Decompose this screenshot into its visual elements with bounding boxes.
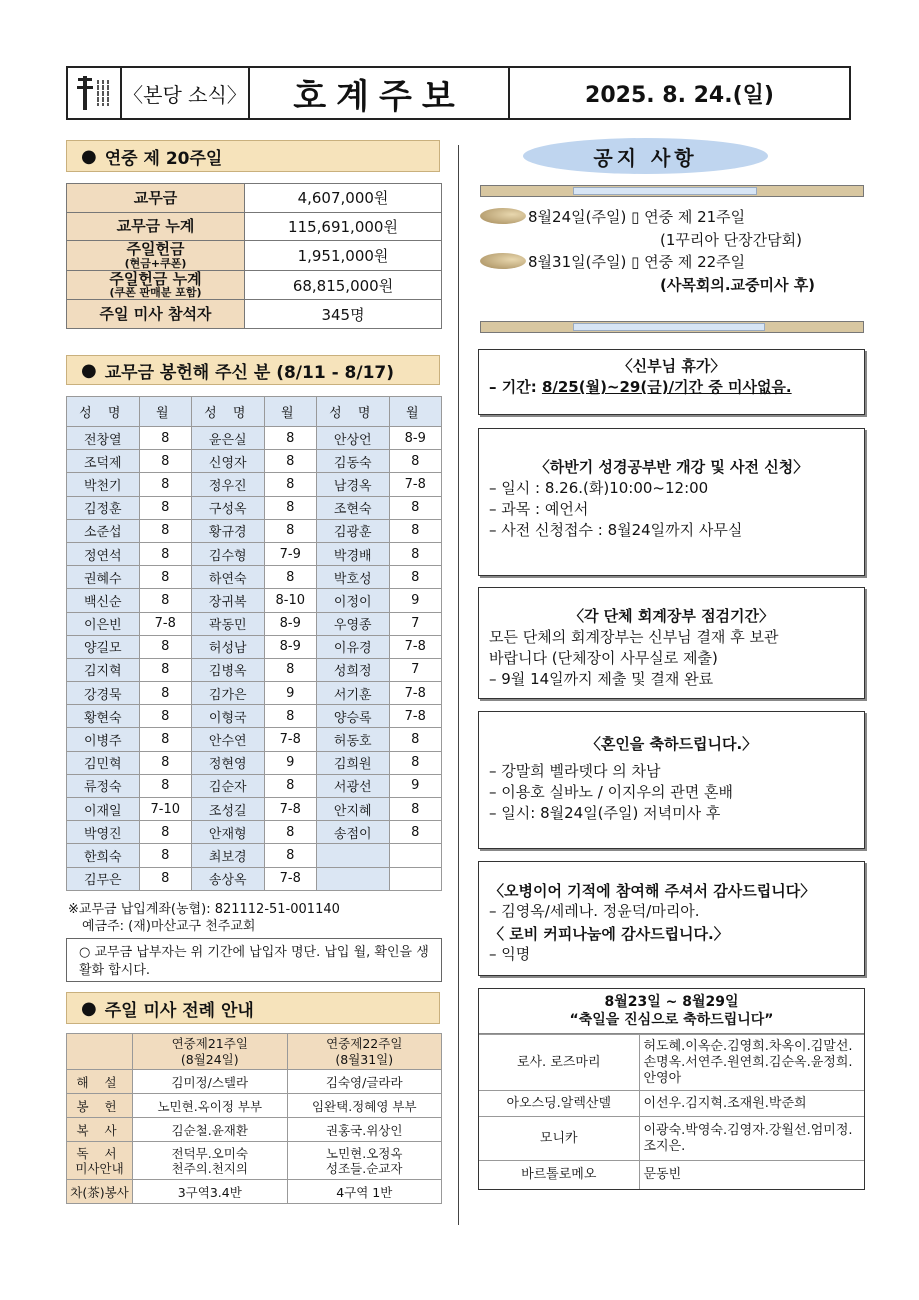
feast-names: 이광숙.박영숙.김영자.강월선.엄미정.조지은. bbox=[639, 1117, 864, 1161]
donor-name: 조덕제 bbox=[67, 450, 140, 473]
donor-months: 7-8 bbox=[139, 612, 191, 635]
donor-months: 8 bbox=[389, 751, 441, 774]
liturgy-assign-b: 김숙영/글라라 bbox=[287, 1070, 442, 1094]
wedding-line: – 강말희 벨라뎃다 의 차남 bbox=[489, 762, 661, 780]
donor-months: 7-8 bbox=[389, 473, 441, 496]
feast-dates: 8월23일 ~ 8월29일 bbox=[604, 994, 739, 1010]
donor-name: 황현숙 bbox=[67, 705, 140, 728]
feast-header bbox=[479, 989, 864, 1034]
donor-months: 8 bbox=[139, 728, 191, 751]
finance-label bbox=[67, 184, 245, 213]
church-logo bbox=[68, 68, 122, 118]
donor-name: 서기훈 bbox=[316, 682, 389, 705]
reader-a2: 천주의.천지의 bbox=[171, 1160, 248, 1176]
finance-row bbox=[67, 241, 442, 271]
donor-name: 정연석 bbox=[67, 542, 140, 565]
wedding-box bbox=[478, 711, 865, 849]
feast-saint: 바르톨로메오 bbox=[479, 1161, 639, 1189]
donor-months: 8 bbox=[139, 473, 191, 496]
donor-months: 7-8 bbox=[264, 728, 316, 751]
donor-months: 8 bbox=[264, 658, 316, 681]
liturgy-assign-b bbox=[287, 1142, 442, 1180]
donor-name: 박호성 bbox=[316, 566, 389, 589]
liturgy-role: 봉 헌 bbox=[67, 1094, 133, 1118]
donor-name: 김희원 bbox=[316, 751, 389, 774]
schedule-item bbox=[480, 251, 815, 274]
donor-months: 8 bbox=[139, 774, 191, 797]
donor-row bbox=[67, 542, 442, 565]
donor-months: 8 bbox=[139, 519, 191, 542]
donor-name: 박영진 bbox=[67, 821, 140, 844]
donor-name-header: 성 명 bbox=[191, 397, 264, 427]
finance-label-text: 교무금 누계 bbox=[116, 217, 195, 236]
donor-name: 구성옥 bbox=[191, 496, 264, 519]
liturgy-corner bbox=[67, 1034, 133, 1070]
donor-name: 권혜수 bbox=[67, 566, 140, 589]
donor-months: 9 bbox=[264, 682, 316, 705]
bulletin-date: 2025. 8. 24.(일) bbox=[585, 82, 774, 108]
donor-months: 8 bbox=[139, 867, 191, 890]
donor-header-row bbox=[67, 397, 442, 427]
reader-b2: 성조들.순교자 bbox=[326, 1160, 403, 1176]
donor-months: 8 bbox=[389, 728, 441, 751]
donor-row bbox=[67, 473, 442, 496]
ledger-title: 〈각 단체 회계장부 점검기간〉 bbox=[568, 607, 775, 625]
donor-months: 8 bbox=[264, 774, 316, 797]
liturgy-assign-a: 김순철.윤재환 bbox=[133, 1118, 288, 1142]
donor-name: 정우진 bbox=[191, 473, 264, 496]
donor-row bbox=[67, 867, 442, 890]
donor-row bbox=[67, 635, 442, 658]
donor-months: 8 bbox=[389, 519, 441, 542]
thanks-title: 〈오병이어 기적에 참여해 주셔서 감사드립니다〉 bbox=[489, 882, 816, 900]
donor-name: 김민혁 bbox=[67, 751, 140, 774]
donor-row bbox=[67, 612, 442, 635]
schedule-item bbox=[480, 206, 815, 229]
donor-name: 김지혁 bbox=[67, 658, 140, 681]
donor-months: 8 bbox=[139, 751, 191, 774]
donor-months: 8 bbox=[389, 821, 441, 844]
ledger-line: 모든 단체의 회계장부는 신부님 결재 후 보관 bbox=[489, 628, 779, 646]
donor-months: 7 bbox=[389, 612, 441, 635]
donor-name: 송점이 bbox=[316, 821, 389, 844]
ledger-line: – 9월 14일까지 제출 및 결재 완료 bbox=[489, 670, 714, 688]
donor-name: 이병주 bbox=[67, 728, 140, 751]
liturgy-table bbox=[66, 1033, 442, 1204]
finance-row bbox=[67, 300, 442, 329]
finance-label bbox=[67, 270, 245, 300]
donor-name: 서광선 bbox=[316, 774, 389, 797]
donor-row bbox=[67, 566, 442, 589]
donor-name: 김순자 bbox=[191, 774, 264, 797]
finance-label bbox=[67, 300, 245, 329]
donor-months: 7-10 bbox=[139, 798, 191, 821]
donor-name: 강경묵 bbox=[67, 682, 140, 705]
wedding-line: – 일시: 8월24일(주일) 저녁미사 후 bbox=[489, 804, 721, 822]
donor-name: 김수형 bbox=[191, 542, 264, 565]
donor-months: 8 bbox=[264, 705, 316, 728]
reader-a1: 전덕무.오미숙 bbox=[171, 1145, 248, 1161]
bullet-icon: ● bbox=[81, 359, 97, 381]
thanks-title: 〈 로비 커피나눔에 감사드립니다.〉 bbox=[489, 925, 729, 943]
bible-line: – 일시 : 8.26.(화)10:00~12:00 bbox=[489, 479, 709, 497]
finance-value: 1,951,000원 bbox=[245, 241, 442, 271]
donor-row bbox=[67, 705, 442, 728]
donor-name: 백신순 bbox=[67, 589, 140, 612]
donor-months: 8 bbox=[264, 519, 316, 542]
ledger-box bbox=[478, 587, 865, 699]
feast-names: 허도혜.이옥순.김영희.차옥이.김말선.손명옥.서연주.원연희.김순옥.윤정희.안영아 bbox=[639, 1035, 864, 1091]
guide-role: 미사안내 bbox=[75, 1160, 124, 1176]
schedule-sub: (1꾸리아 단장간담회) bbox=[660, 230, 802, 249]
wedding-title: 〈혼인을 축하드립니다.〉 bbox=[585, 735, 758, 753]
donor-note bbox=[66, 938, 442, 982]
feast-box bbox=[478, 988, 865, 1190]
donor-months: 8 bbox=[139, 542, 191, 565]
decorative-rule bbox=[480, 185, 864, 197]
donor-months bbox=[389, 867, 441, 890]
liturgy-role: 해 설 bbox=[67, 1070, 133, 1094]
donor-months: 8 bbox=[264, 450, 316, 473]
liturgy-role: 복 사 bbox=[67, 1118, 133, 1142]
liturgy-row bbox=[67, 1070, 442, 1094]
feast-row bbox=[479, 1161, 864, 1189]
donor-name: 최보경 bbox=[191, 844, 264, 867]
donor-months: 8 bbox=[264, 566, 316, 589]
donor-name: 김동숙 bbox=[316, 450, 389, 473]
donor-row bbox=[67, 821, 442, 844]
circle-bullet-icon: ○ bbox=[79, 945, 91, 960]
liturgy-row bbox=[67, 1118, 442, 1142]
finance-label-sub: (쿠폰 판매분 포함) bbox=[109, 286, 202, 300]
donor-name bbox=[316, 867, 389, 890]
donor-months: 7-8 bbox=[264, 867, 316, 890]
donor-note-text: 교무금 납부자는 위 기간에 납입자 명단. 납입 월, 확인을 생활화 합시다. bbox=[79, 945, 429, 979]
liturgy-col2-title: 연중제22주일 bbox=[326, 1035, 403, 1051]
week-section-bar bbox=[66, 140, 440, 172]
account-number: ※교무금 납입계좌(농협): 821112-51-001140 bbox=[68, 902, 340, 917]
donor-name: 전창열 bbox=[67, 427, 140, 450]
donor-months: 8 bbox=[389, 450, 441, 473]
liturgy-col1-head bbox=[133, 1034, 288, 1070]
donor-name: 이재일 bbox=[67, 798, 140, 821]
donor-months: 8 bbox=[389, 798, 441, 821]
finance-label-sub: (현금+쿠폰) bbox=[124, 256, 187, 270]
finance-label-text: 주일 미사 참석자 bbox=[99, 304, 212, 323]
donor-row bbox=[67, 589, 442, 612]
donor-months: 8-9 bbox=[264, 635, 316, 658]
donor-months bbox=[389, 844, 441, 867]
liturgy-row bbox=[67, 1094, 442, 1118]
bulletin-header bbox=[66, 66, 851, 120]
decorative-rule bbox=[480, 321, 864, 333]
donor-months: 8 bbox=[139, 821, 191, 844]
finance-value: 68,815,000원 bbox=[245, 270, 442, 300]
donor-months: 8 bbox=[139, 658, 191, 681]
donor-months: 8-9 bbox=[389, 427, 441, 450]
feast-saint: 모니카 bbox=[479, 1117, 639, 1161]
account-info bbox=[68, 902, 340, 936]
liturgy-col2-head bbox=[287, 1034, 442, 1070]
donor-name: 하연숙 bbox=[191, 566, 264, 589]
feast-saint: 아오스딩.알렉산델 bbox=[479, 1091, 639, 1117]
finance-row bbox=[67, 270, 442, 300]
donor-months: 8-10 bbox=[264, 589, 316, 612]
bulletin-title: 호계주보 bbox=[250, 68, 510, 118]
donor-name: 곽동민 bbox=[191, 612, 264, 635]
finance-label bbox=[67, 212, 245, 241]
donor-months: 8 bbox=[139, 566, 191, 589]
donor-name: 한희숙 bbox=[67, 844, 140, 867]
column-divider bbox=[458, 145, 459, 1225]
vacation-period: 8/25(월)~29(금)/기간 중 미사없음. bbox=[541, 378, 792, 396]
decorative-rule-center bbox=[573, 323, 765, 331]
vacation-box bbox=[478, 349, 865, 415]
wedding-line: – 이용호 실바노 / 이지우의 관면 혼배 bbox=[489, 783, 734, 801]
liturgy-assign-a: 노민현.옥이정 부부 bbox=[133, 1094, 288, 1118]
donor-name: 안상언 bbox=[316, 427, 389, 450]
schedule-list bbox=[480, 206, 815, 296]
donor-name bbox=[316, 844, 389, 867]
schedule-text: 8월24일(주일) ▯ 연중 제 21주일 bbox=[528, 208, 746, 226]
donor-row bbox=[67, 774, 442, 797]
donor-name: 김병옥 bbox=[191, 658, 264, 681]
liturgy-row bbox=[67, 1180, 442, 1204]
liturgy-assign-a bbox=[133, 1142, 288, 1180]
donor-row bbox=[67, 682, 442, 705]
liturgy-role: 차(茶)봉사 bbox=[67, 1180, 133, 1204]
finance-row bbox=[67, 212, 442, 241]
liturgy-section-bar bbox=[66, 992, 440, 1024]
donor-months: 8 bbox=[389, 542, 441, 565]
donor-row bbox=[67, 496, 442, 519]
feast-saint: 로사. 로즈마리 bbox=[479, 1035, 639, 1091]
donor-name: 안수연 bbox=[191, 728, 264, 751]
donor-row bbox=[67, 658, 442, 681]
liturgy-assign-a: 김미정/스텔라 bbox=[133, 1070, 288, 1094]
donor-months: 8 bbox=[139, 705, 191, 728]
donor-name: 김광훈 bbox=[316, 519, 389, 542]
donor-months: 9 bbox=[389, 589, 441, 612]
finance-row bbox=[67, 184, 442, 213]
finance-label-text: 교무금 bbox=[133, 188, 178, 207]
feast-names: 이선우.김지혁.조재원.박준희 bbox=[639, 1091, 864, 1117]
donor-row bbox=[67, 427, 442, 450]
donors-title: 교무금 봉헌해 주신 분 (8/11 - 8/17) bbox=[104, 362, 395, 383]
donor-months: 8 bbox=[139, 589, 191, 612]
donor-months: 8 bbox=[264, 427, 316, 450]
donor-name-header: 성 명 bbox=[67, 397, 140, 427]
bible-study-box bbox=[478, 428, 865, 576]
notices-title: 공지 사항 bbox=[523, 138, 768, 174]
donor-months: 8 bbox=[139, 496, 191, 519]
donor-row bbox=[67, 751, 442, 774]
finance-value: 345명 bbox=[245, 300, 442, 329]
donor-month-header: 월 bbox=[389, 397, 441, 427]
donor-row bbox=[67, 798, 442, 821]
donor-months: 7-8 bbox=[389, 705, 441, 728]
thanks-line: – 김영옥/세레나. 정윤덕/마리아. bbox=[489, 901, 700, 920]
donor-row bbox=[67, 450, 442, 473]
feast-message: “축일을 진심으로 축하드립니다” bbox=[569, 1012, 774, 1029]
feast-row bbox=[479, 1035, 864, 1091]
account-holder: 예금주: (재)마산교구 천주교회 bbox=[82, 918, 256, 934]
finance-label-text: 주일헌금 bbox=[126, 240, 185, 259]
bullet-icon: ● bbox=[81, 997, 97, 1019]
donor-name: 박천기 bbox=[67, 473, 140, 496]
liturgy-assign-b: 권홍국.위상인 bbox=[287, 1118, 442, 1142]
pill-bullet-icon bbox=[480, 253, 526, 269]
donor-name: 장귀복 bbox=[191, 589, 264, 612]
donor-months: 7 bbox=[389, 658, 441, 681]
donor-month-header: 월 bbox=[264, 397, 316, 427]
reader-b1: 노민현.오정옥 bbox=[326, 1145, 403, 1161]
donor-months: 7-8 bbox=[389, 682, 441, 705]
decorative-rule-center bbox=[573, 187, 757, 195]
donor-name: 송상옥 bbox=[191, 867, 264, 890]
schedule-sub: (사목회의.교중미사 후) bbox=[660, 275, 816, 294]
donor-months: 8 bbox=[264, 473, 316, 496]
reader-role: 독 서 bbox=[76, 1145, 123, 1161]
donor-months: 8 bbox=[264, 496, 316, 519]
donor-name: 양승록 bbox=[316, 705, 389, 728]
donor-name: 이은빈 bbox=[67, 612, 140, 635]
donor-name: 우영종 bbox=[316, 612, 389, 635]
donor-name: 소준섭 bbox=[67, 519, 140, 542]
finance-value: 115,691,000원 bbox=[245, 212, 442, 241]
donor-name: 안재형 bbox=[191, 821, 264, 844]
donor-name-header: 성 명 bbox=[316, 397, 389, 427]
bullet-icon: ● bbox=[81, 145, 97, 167]
donor-name: 김정훈 bbox=[67, 496, 140, 519]
donor-months: 8 bbox=[264, 821, 316, 844]
bible-line: – 과목 : 예언서 bbox=[489, 500, 589, 518]
donor-name: 신영자 bbox=[191, 450, 264, 473]
donor-row bbox=[67, 728, 442, 751]
week-label: 연중 제 20주일 bbox=[104, 148, 223, 169]
donor-name: 김무은 bbox=[67, 867, 140, 890]
donor-name: 이정이 bbox=[316, 589, 389, 612]
schedule-text: 8월31일(주일) ▯ 연중 제 22주일 bbox=[528, 253, 746, 271]
donor-name: 안지혜 bbox=[316, 798, 389, 821]
donor-name: 조현숙 bbox=[316, 496, 389, 519]
feast-row bbox=[479, 1117, 864, 1161]
ledger-line: 바랍니다 (단체장이 사무실로 제출) bbox=[489, 649, 718, 667]
liturgy-col1-title: 연중제21주일 bbox=[171, 1035, 248, 1051]
vacation-prefix: – 기간: bbox=[489, 378, 537, 396]
donor-name: 황규경 bbox=[191, 519, 264, 542]
donor-months: 8 bbox=[389, 566, 441, 589]
finance-label bbox=[67, 241, 245, 271]
donor-name: 박경배 bbox=[316, 542, 389, 565]
donor-months: 9 bbox=[264, 751, 316, 774]
liturgy-col1-date: (8월24일) bbox=[180, 1051, 239, 1067]
donor-row bbox=[67, 844, 442, 867]
vacation-title: 〈신부님 휴가〉 bbox=[617, 357, 726, 375]
donor-name: 양길모 bbox=[67, 635, 140, 658]
donor-table bbox=[66, 396, 442, 891]
liturgy-header-row bbox=[67, 1034, 442, 1070]
liturgy-assign-a: 3구역3.4반 bbox=[133, 1180, 288, 1204]
donor-month-header: 월 bbox=[139, 397, 191, 427]
donor-name: 조성길 bbox=[191, 798, 264, 821]
liturgy-col2-date: (8월31일) bbox=[335, 1051, 394, 1067]
thanks-line: – 익명 bbox=[489, 944, 531, 963]
donor-months: 8 bbox=[139, 844, 191, 867]
liturgy-title: 주일 미사 전례 안내 bbox=[104, 1000, 254, 1021]
liturgy-role bbox=[67, 1142, 133, 1180]
donor-months: 8 bbox=[264, 844, 316, 867]
donor-name: 성희정 bbox=[316, 658, 389, 681]
donor-name: 류정숙 bbox=[67, 774, 140, 797]
donor-months: 7-9 bbox=[264, 542, 316, 565]
finance-label-text: 주일헌금 누계 bbox=[109, 269, 202, 288]
donor-name: 허동호 bbox=[316, 728, 389, 751]
donor-name: 김가은 bbox=[191, 682, 264, 705]
liturgy-assign-b: 4구역 1반 bbox=[287, 1180, 442, 1204]
liturgy-assign-b: 임완택.정혜영 부부 bbox=[287, 1094, 442, 1118]
donor-months: 8-9 bbox=[264, 612, 316, 635]
donor-name: 남경옥 bbox=[316, 473, 389, 496]
donor-months: 8 bbox=[139, 635, 191, 658]
donor-months: 7-8 bbox=[264, 798, 316, 821]
thanks-box bbox=[478, 861, 865, 976]
donor-name: 이유경 bbox=[316, 635, 389, 658]
liturgy-row bbox=[67, 1142, 442, 1180]
bible-line: – 사전 신청접수 : 8월24일까지 사무실 bbox=[489, 521, 743, 539]
donor-months: 8 bbox=[139, 682, 191, 705]
donor-name: 허성남 bbox=[191, 635, 264, 658]
donor-name: 이형국 bbox=[191, 705, 264, 728]
feast-names: 문동빈 bbox=[639, 1161, 864, 1189]
donor-name: 윤은실 bbox=[191, 427, 264, 450]
donor-name: 정현영 bbox=[191, 751, 264, 774]
cross-logo-icon bbox=[74, 74, 114, 112]
donor-months: 9 bbox=[389, 774, 441, 797]
finance-value: 4,607,000원 bbox=[245, 184, 442, 213]
finance-table bbox=[66, 183, 442, 329]
pill-bullet-icon bbox=[480, 208, 526, 224]
donor-months: 8 bbox=[139, 427, 191, 450]
donors-section-bar bbox=[66, 355, 440, 385]
donor-months: 8 bbox=[139, 450, 191, 473]
section-label: 〈본당 소식〉 bbox=[122, 68, 250, 118]
donor-months: 8 bbox=[389, 496, 441, 519]
donor-row bbox=[67, 519, 442, 542]
bible-study-title: 〈하반기 성경공부반 개강 및 사전 신청〉 bbox=[534, 458, 809, 476]
feast-row bbox=[479, 1091, 864, 1117]
donor-months: 7-8 bbox=[389, 635, 441, 658]
vacation-line bbox=[489, 377, 854, 398]
feast-table bbox=[479, 1034, 864, 1189]
